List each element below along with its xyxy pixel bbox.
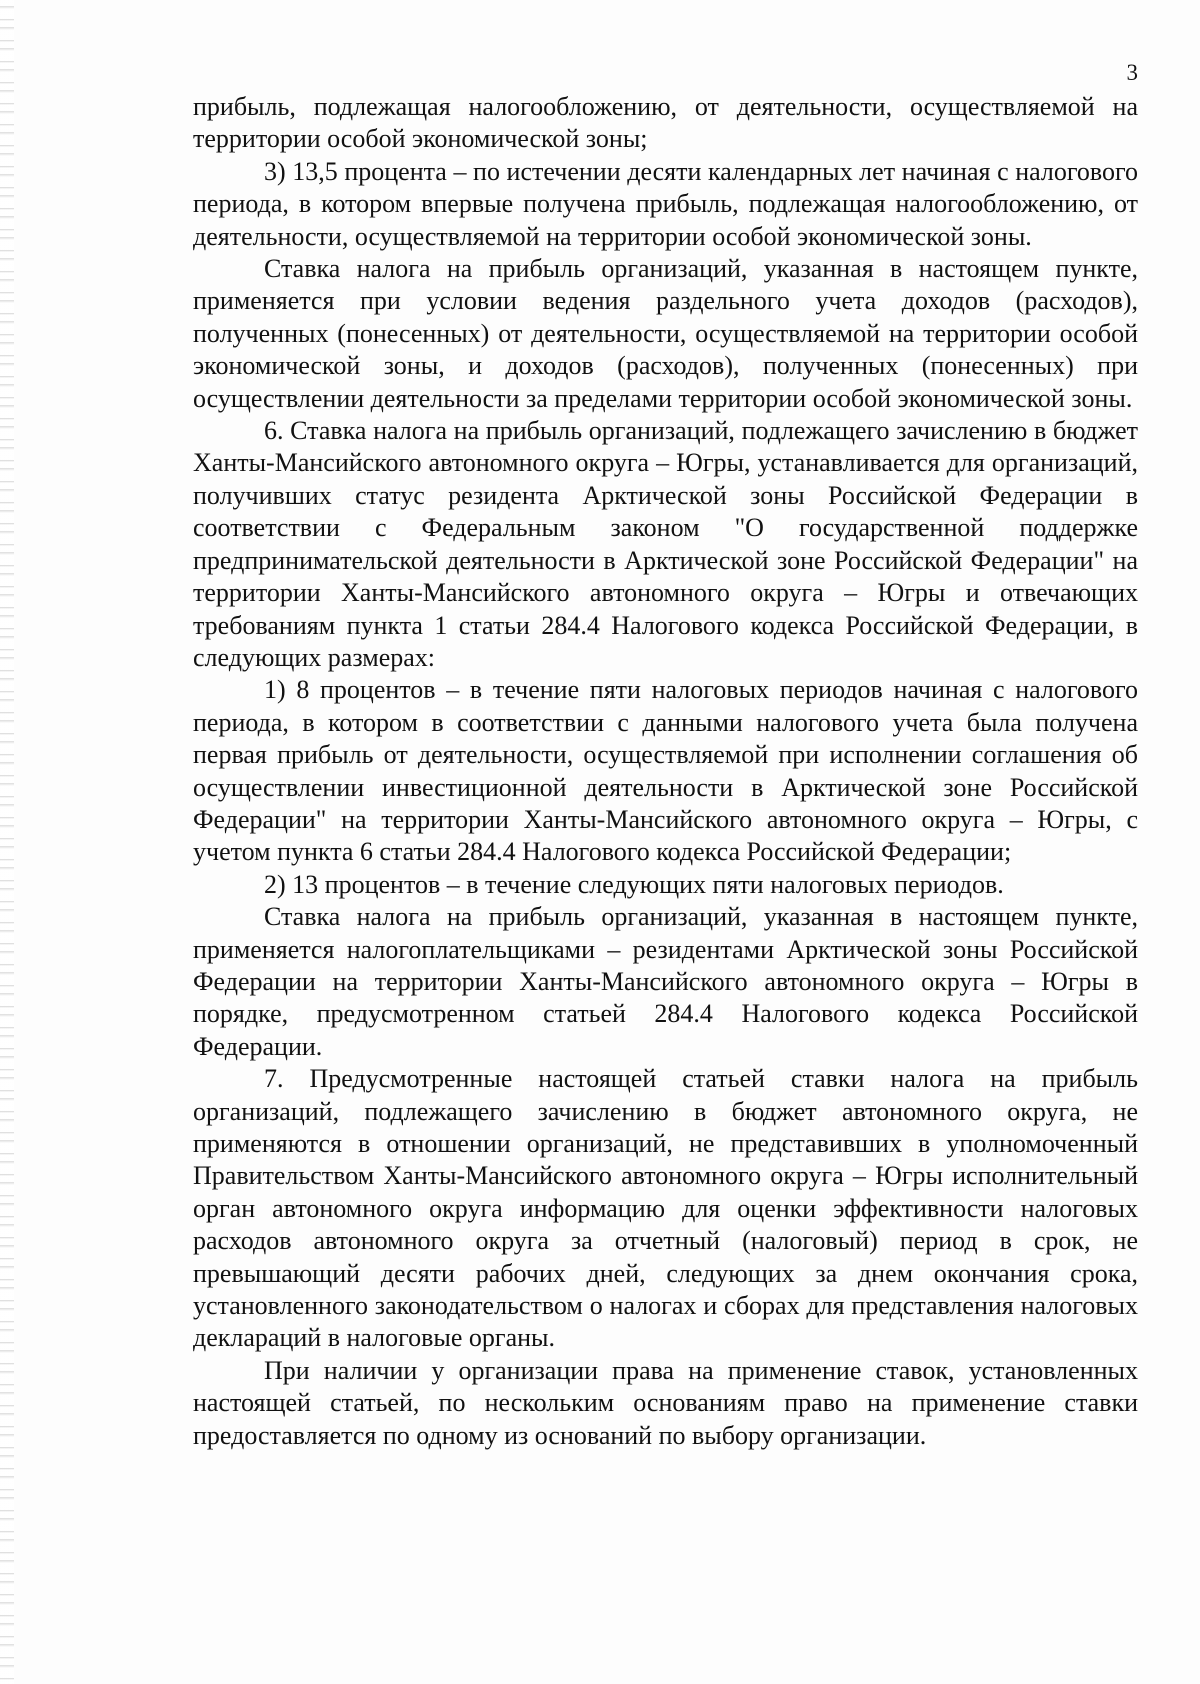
paragraph-rate-13: 2) 13 процентов – в течение следующих пяти налоговых периодов. bbox=[264, 869, 1004, 899]
paragraph-continued: прибыль, подлежащая налогообложению, от деятельности, осуществляемой на территории особой экономической зоны; bbox=[193, 92, 1138, 154]
paragraph-separate-accounting: Ставка налога на прибыль организаций, указанная в настоящем пункте, применяется при условии ведения раздельного учета доходов (расходов), полученных (понесенных) от деятельности, осуществляемой на территории особой экономической зоны, и доходов (расходов), полученных (понесенных) при осуществлении деятельности за пределами территории особой экономической зоны. bbox=[193, 254, 1138, 413]
paragraph-multiple-grounds: При наличии у организации права на применение ставок, установленных настоящей статьей, по нескольким основаниям право на применение ставки предоставляется по одному из оснований по выбору организации. bbox=[193, 1355, 1138, 1450]
paragraph-rate-8: 1) 8 процентов – в течение пяти налоговых периодов начиная с налогового периода, в котором в соответствии с данными налогового учета была получена первая прибыль от деятельности, осуществляемой при исполнении соглашения об осуществлении инвестиционной деятельности в Арктической зоне Российской Федерации" на территории Ханты-Мансийского автономного округа – Югры, с учетом пункта 6 статьи 284.4 Налогового кодекса Российской Федерации; bbox=[193, 675, 1138, 867]
paragraph-item-7: 7. Предусмотренные настоящей статьей ставки налога на прибыль организаций, подлежащего зачислению в бюджет автономного округа, не применяются в отношении организаций, не представивших в уполномоченный Правительством Ханты-Мансийского автономного округа – Югры исполнительный орган автономного округа информацию для оценки эффективности налоговых расходов автономного округа за отчетный (налоговый) период в срок, не превышающий десяти рабочих дней, следующих за днем окончания срока, установленного законодательством о налогах и сборах для представления налоговых деклараций в налоговые органы. bbox=[193, 1064, 1138, 1353]
paragraph-arctic-residents: Ставка налога на прибыль организаций, указанная в настоящем пункте, применяется налогоплательщиками – резидентами Арктической зоны Российской Федерации на территории Ханты-Мансийского автономного округа – Югры в порядке, предусмотренном статьей 284.4 Налогового кодекса Российской Федерации. bbox=[193, 902, 1138, 1061]
paragraph-item-6: 6. Ставка налога на прибыль организаций, подлежащего зачислению в бюджет Ханты-Мансийского автономного округа – Югры, устанавливается для организаций, получивших статус резидента Арктической зоны Российской Федерации в соответствии с Федеральным законом "О государственной поддержке предпринимательской деятельности в Арктической зоне Российской Федерации" на территории Ханты-Мансийского автономного округа – Югры и отвечающих требованиям пункта 1 статьи 284.4 Налогового кодекса Российской Федерации, в следующих размерах: bbox=[193, 416, 1138, 672]
paragraph-rate-13-5: 3) 13,5 процента – по истечении десяти календарных лет начиная с налогового периода, в котором впервые получена прибыль, подлежащая налогообложению, от деятельности, осуществляемой на территории особой экономической зоны. bbox=[193, 156, 1138, 251]
page-number: 3 bbox=[1126, 60, 1138, 85]
scan-edge-artifact bbox=[0, 0, 14, 1684]
document-body bbox=[193, 91, 1138, 1452]
